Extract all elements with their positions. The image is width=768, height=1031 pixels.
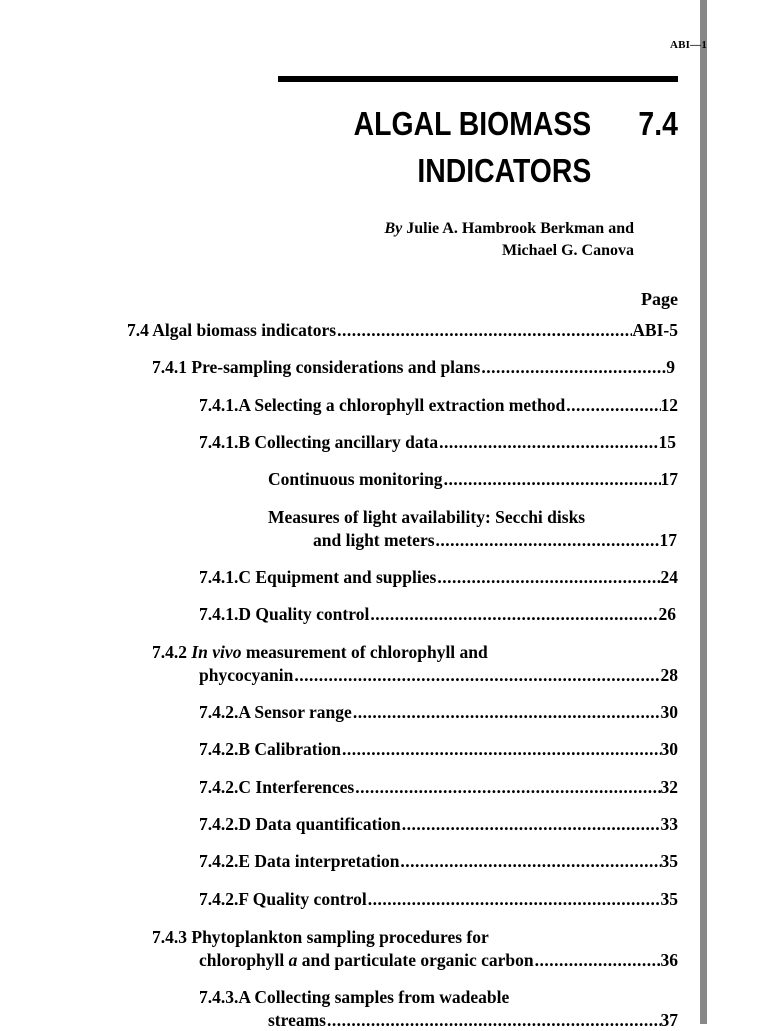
toc-entry-title: 7.4.1.B Collecting ancillary data bbox=[199, 432, 439, 452]
leader-dots bbox=[369, 604, 658, 625]
toc-entry[interactable] bbox=[199, 604, 676, 625]
authors bbox=[384, 218, 634, 262]
leader-dots bbox=[352, 702, 661, 723]
leader-dots bbox=[326, 1010, 661, 1031]
toc-entry-title: 7.4.2.D Data quantification bbox=[199, 814, 401, 834]
toc-entry-page: ABI-5 bbox=[632, 320, 678, 340]
toc-entry-page: 30 bbox=[660, 739, 678, 759]
toc-entry-page: 17 bbox=[660, 469, 678, 489]
author-line2: Michael G. Canova bbox=[502, 242, 634, 259]
leader-dots bbox=[438, 432, 658, 453]
toc-entry-title: 7.4.1.C Equipment and supplies bbox=[199, 567, 437, 587]
toc-entry-page: 33 bbox=[660, 814, 678, 834]
leader-dots bbox=[401, 814, 661, 835]
page-tag: ABI—1 bbox=[670, 39, 708, 51]
leader-dots bbox=[399, 851, 660, 872]
toc-entry-title: 7.4.1 Pre-sampling considerations and plans bbox=[152, 357, 481, 377]
toc-entry-title-line1[interactable]: 7.4.3.A Collecting samples from wadeable bbox=[199, 987, 510, 1007]
toc-entry-pre: chlorophyll bbox=[199, 950, 289, 970]
leader-dots bbox=[293, 665, 660, 686]
toc-entry-title bbox=[199, 950, 534, 971]
toc-entry[interactable] bbox=[199, 814, 678, 835]
toc-entry-page: 36 bbox=[660, 950, 678, 970]
author-line1: Julie A. Hambrook Berkman and bbox=[406, 220, 634, 237]
toc-entry[interactable] bbox=[199, 851, 678, 872]
toc-entry[interactable] bbox=[199, 702, 678, 723]
toc-entry-title: 7.4 Algal biomass indicators bbox=[127, 320, 337, 340]
toc-entry-title: 7.4.1.D Quality control bbox=[199, 604, 370, 624]
toc-entry[interactable] bbox=[199, 889, 678, 910]
toc-entry[interactable] bbox=[199, 395, 678, 416]
leader-dots bbox=[480, 357, 666, 378]
toc-entry-page: 15 bbox=[658, 432, 676, 452]
leader-dots bbox=[436, 567, 660, 588]
leader-dots bbox=[565, 395, 660, 416]
toc-entry[interactable] bbox=[199, 665, 678, 686]
toc-entry-page: 32 bbox=[660, 777, 678, 797]
leader-dots bbox=[534, 950, 661, 971]
toc-entry-title: phycocyanin bbox=[199, 665, 294, 685]
toc-entry[interactable] bbox=[268, 469, 678, 490]
toc-entry[interactable] bbox=[268, 1010, 678, 1031]
leader-dots bbox=[336, 320, 632, 341]
toc-entry-page: 9 bbox=[666, 357, 675, 377]
toc-entry-title-line1[interactable]: 7.4.3 Phytoplankton sampling procedures for bbox=[152, 927, 489, 947]
toc-entry-page: 24 bbox=[660, 567, 678, 587]
toc-entry-rest: and particulate organic carbon bbox=[297, 950, 534, 970]
page-edge-bar bbox=[700, 0, 707, 1024]
toc-entry-title: 7.4.2.E Data interpretation bbox=[199, 851, 400, 871]
toc-entry[interactable] bbox=[199, 739, 678, 760]
toc-entry[interactable] bbox=[199, 950, 678, 971]
toc-entry[interactable] bbox=[199, 777, 678, 798]
toc-entry-page: 26 bbox=[658, 604, 676, 624]
toc-entry-title: 7.4.2.C Interferences bbox=[199, 777, 355, 797]
toc-entry-title: 7.4.2.B Calibration bbox=[199, 739, 341, 759]
toc-entry[interactable] bbox=[127, 320, 678, 341]
chapter-title-line1: ALGAL BIOMASS bbox=[353, 105, 591, 142]
toc-entry-title: and light meters bbox=[313, 530, 435, 550]
toc-entry[interactable] bbox=[313, 530, 677, 551]
toc-entry-title: Continuous monitoring bbox=[268, 469, 443, 489]
chapter-title-line2: INDICATORS bbox=[417, 152, 591, 189]
toc-entry-page: 37 bbox=[660, 1010, 678, 1030]
page-column-label: Page bbox=[641, 289, 678, 309]
toc-entry-page: 17 bbox=[659, 530, 677, 550]
toc-entry-rest: measurement of chlorophyll and bbox=[241, 642, 488, 662]
leader-dots bbox=[367, 889, 661, 910]
toc-entry-page: 30 bbox=[660, 702, 678, 722]
toc-entry[interactable] bbox=[199, 432, 676, 453]
toc-entry-title: 7.4.2.A Sensor range bbox=[199, 702, 352, 722]
toc-entry-italic: In vivo bbox=[191, 642, 242, 662]
toc-entry-page: 35 bbox=[660, 889, 678, 909]
title-rule bbox=[278, 76, 678, 82]
section-number: 7.4 bbox=[638, 105, 678, 142]
toc-entry-title: 7.4.2.F Quality control bbox=[199, 889, 367, 909]
toc-entry-italic: a bbox=[288, 950, 298, 970]
leader-dots bbox=[443, 469, 661, 490]
leader-dots bbox=[354, 777, 660, 798]
toc-entry-title: streams bbox=[268, 1010, 326, 1030]
toc-entry-page: 28 bbox=[660, 665, 678, 685]
toc-entry[interactable] bbox=[199, 567, 678, 588]
toc-entry-number: 7.4.2 bbox=[152, 642, 192, 662]
toc-entry[interactable] bbox=[152, 357, 675, 378]
toc-entry-title-line1[interactable] bbox=[152, 642, 488, 663]
toc-entry-page: 12 bbox=[660, 395, 678, 415]
leader-dots bbox=[341, 739, 661, 760]
by-label: By bbox=[384, 220, 403, 237]
toc-entry-page: 35 bbox=[660, 851, 678, 871]
leader-dots bbox=[435, 530, 660, 551]
toc-entry-title: 7.4.1.A Selecting a chlorophyll extraction method bbox=[199, 395, 566, 415]
toc-entry-title-line1[interactable]: Measures of light availability: Secchi disks bbox=[268, 507, 586, 527]
